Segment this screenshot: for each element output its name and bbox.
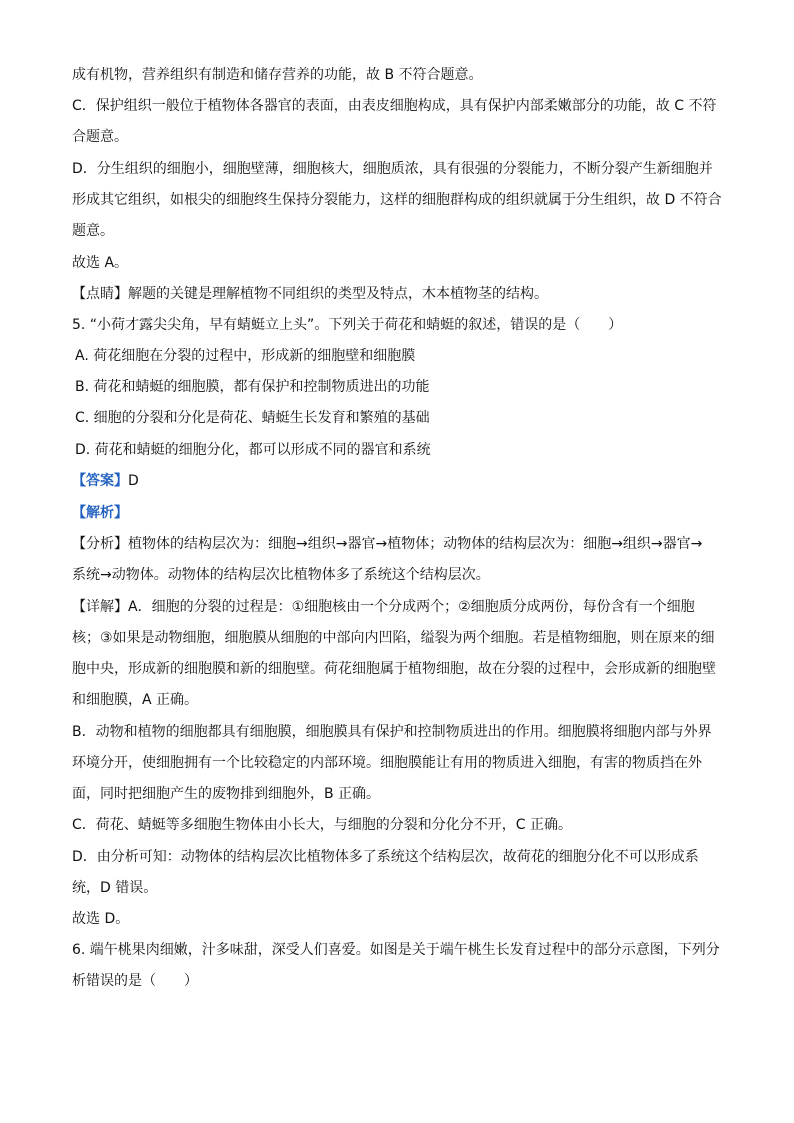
option-a: A. 荷花细胞在分裂的过程中，形成新的细胞壁和细胞膜 xyxy=(75,348,416,364)
text-line: C．荷花、蜻蜓等多细胞生物体由小长大，与细胞的分裂和分化分不开，C 正确。 xyxy=(72,817,572,833)
text-line: 胞中央，形成新的细胞膜和新的细胞壁。荷花细胞属于植物细胞，故在分裂的过程中，会形成新的细胞壁 xyxy=(72,661,716,677)
text-line: 核；③如果是动物细胞，细胞膜从细胞的中部向内凹陷，缢裂为两个细胞。若是植物细胞，则在原来的细 xyxy=(72,630,715,646)
text-line: 环境分开，使细胞拥有一个比较稳定的内部环境。细胞膜能让有用的物质进入细胞，有害的物质挡在外 xyxy=(72,755,702,771)
answer-value: D xyxy=(128,473,139,489)
text-line: 故选 A。 xyxy=(72,255,129,271)
text-line: 和细胞膜，A 正确。 xyxy=(72,692,199,708)
text-line: 析错误的是（ ） xyxy=(72,973,198,989)
text-line: 形成其它组织，如根尖的细胞终生保持分裂能力，这样的细胞群构成的组织就属于分生组织，故 D 不符合 xyxy=(72,192,722,208)
question-5-stem: 5. “小荷才露尖尖角，早有蜻蜓立上头”。下列关于荷花和蜻蜓的叙述，错误的是（ ） xyxy=(72,317,623,333)
text-line: 合题意。 xyxy=(72,129,128,145)
answer-tag: 【答案】 xyxy=(72,473,128,489)
fenxi-text: 植物体的结构层次为：细胞→组织→器官→植物体；动物体的结构层次为：细胞→组织→器官→ xyxy=(128,536,703,552)
text-line: C．保护组织一般位于植物体各器官的表面，由表皮细胞构成，具有保护内部柔嫩部分的功能，故 C 不符 xyxy=(72,98,717,114)
option-d: D. 荷花和蜻蜓的细胞分化，都可以形成不同的器官和系统 xyxy=(75,442,431,458)
detail-text: A．细胞的分裂的过程是：①细胞核由一个分成两个；②细胞质分成两份，每份含有一个细胞 xyxy=(128,599,695,615)
text-line: 系统→动物体。动物体的结构层次比植物体多了系统这个结构层次。 xyxy=(72,567,490,583)
text-line: D．由分析可知：动物体的结构层次比植物体多了系统这个结构层次，故荷花的细胞分化不可以形成系 xyxy=(72,849,699,865)
detail-line xyxy=(72,598,732,616)
option-b: B. 荷花和蜻蜓的细胞膜，都有保护和控制物质进出的功能 xyxy=(75,379,430,395)
question-6-stem: 6. 端午桃果肉细嫩，汁多味甜，深受人们喜爱。如图是关于端午桃生长发育过程中的部分示意图，下列分 xyxy=(72,942,720,958)
text-line: 面，同时把细胞产生的废物排到细胞外，B 正确。 xyxy=(72,786,381,802)
answer-line xyxy=(72,472,732,490)
text-line: 故选 D。 xyxy=(72,911,130,927)
text-line: 统，D 错误。 xyxy=(72,880,158,896)
option-c: C. 细胞的分裂和分化是荷花、蜻蜓生长发育和繁殖的基础 xyxy=(75,410,430,426)
text-line: 题意。 xyxy=(72,223,114,239)
analysis-heading xyxy=(72,504,732,522)
fenxi-tag: 【分析】 xyxy=(72,536,128,552)
fenxi-line xyxy=(72,535,732,553)
tip-line: 【点睛】解题的关键是理解植物不同组织的类型及特点，木本植物茎的结构。 xyxy=(72,286,548,302)
detail-tag: 【详解】 xyxy=(72,599,128,615)
analysis-tag: 【解析】 xyxy=(72,505,128,521)
text-line: B．动物和植物的细胞都具有细胞膜，细胞膜具有保护和控制物质进出的作用。细胞膜将细胞内部与外界 xyxy=(72,724,712,740)
text-line: D．分生组织的细胞小，细胞壁薄，细胞核大，细胞质浓，具有很强的分裂能力，不断分裂产生新细胞并 xyxy=(72,161,713,177)
text-line: 成有机物，营养组织有制造和储存营养的功能，故 B 不符合题意。 xyxy=(72,67,483,83)
